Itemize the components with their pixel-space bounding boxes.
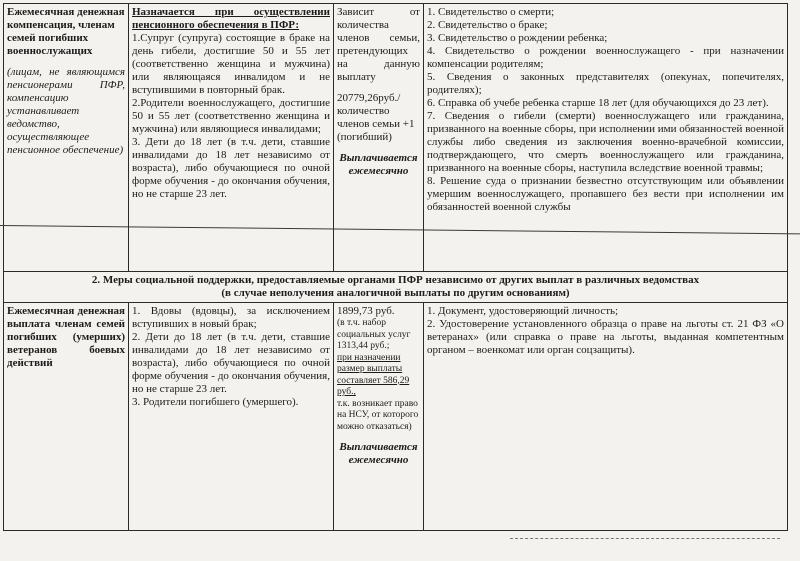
document-item: 2. Удостоверение установленного образца о праве на льготы ст. 21 ФЗ «О ветеранах» (или справка о праве на льготы, выданная компетентным органом – военкомат или орган соцзащиты). — [427, 318, 784, 356]
table-row — [4, 303, 788, 531]
recipient-item: 3. Родители погибшего (умершего). — [132, 396, 299, 408]
benefits-table — [3, 3, 788, 531]
documents-cell — [424, 303, 788, 531]
document-item: 7. Сведения о гибели (смерти) военнослужащего или гражданина, призванного на военные сборы, при исполнении ими обязанностей военной службы либо сведения из заключения военно-врачебной комиссии, подтверждающего, что смерть военнослужащего или гражданина, призванного на военные сборы, наступила вследствие военной травмы; — [427, 110, 784, 174]
benefit-title-cell — [4, 4, 129, 272]
section-subtitle: (в случае неполучения аналогичной выплаты по другим основаниям) — [221, 287, 570, 299]
benefit-title: Ежемесячная денежная компенсация, членам семей погибших военнослужащих — [7, 6, 125, 57]
document-item: 2. Свидетельство о браке; — [427, 19, 548, 31]
recipient-item: 1.Супруг (супруга) состоящие в браке на день гибели, достигшие 50 и 55 лет (соответственно женщина и мужчина) или являющаяся инвалидом и не вступившими в повторный брак. — [132, 32, 330, 96]
amount-value: 1899,73 руб. — [337, 305, 395, 317]
recipient-item: 2. Дети до 18 лет (в т.ч. дети, ставшие инвалидами до 18 лет независимо от возраста), либо обучающиеся по очной форме обучения - до окончания обучения, но не старше 23 лет. — [132, 331, 330, 395]
amount-note: т.к. возникает право на НСУ, от которого можно отказаться) — [337, 398, 419, 432]
recipients-cell — [129, 303, 334, 531]
section-header-row — [4, 272, 788, 303]
document-item: 1. Документ, удостоверяющий личность; — [427, 305, 619, 317]
document-item: 8. Решение суда о признании безвестно отсутствующим или объявлении умершим военнослужащего, пропавшего без вести при исполнении им обязанностей военной службы — [427, 175, 784, 213]
payment-frequency: Выплачивается ежемесячно — [339, 152, 418, 177]
benefit-title-cell — [4, 303, 129, 531]
amount-cell — [334, 4, 424, 272]
recipient-item: 1. Вдовы (вдовцы), за исключением вступивших в новый брак; — [132, 305, 330, 330]
benefit-title: Ежемесячная денежная выплата членам семей погибших (умерших) ветеранов боевых действий — [7, 305, 125, 369]
document-item: 1. Свидетельство о смерти; — [427, 6, 555, 18]
section-title: 2. Меры социальной поддержки, предоставляемые органами ПФР независимо от других выплат в различных ведомствах — [91, 274, 700, 286]
document-item: 6. Справка об учебе ребенка старше 18 лет (для обучающихся до 23 лет). — [427, 97, 769, 109]
amount-formula: 20779,26руб./количество членов семьи +1 (погибший) — [337, 92, 415, 143]
section-header — [4, 272, 788, 303]
document-item: 3. Свидетельство о рождении ребенка; — [427, 32, 608, 44]
payment-frequency: Выплачивается ежемесячно — [339, 441, 418, 466]
recipient-item: 2.Родители военнослужащего, достигшие 50 и 55 лет (соответственно женщина и мужчина) или являющиеся инвалидами; — [132, 97, 330, 135]
recipient-item: 3. Дети до 18 лет (в т.ч. дети, ставшие инвалидами до 18 лет независимо от возраста), либо обучающиеся по очной форме обучения - до окончания обучения, но не старше 23 лет. — [132, 136, 330, 200]
benefit-title-note: (лицам, не являющимся пенсионерами ПФР, компенсацию устанавливает ведомство, осуществляющее пенсионное обеспечение) — [7, 66, 125, 156]
amount-text: Зависит от количества членов семьи, претендующих на данную выплату — [337, 6, 420, 83]
document-item: 4. Свидетельство о рождении военнослужащего - при назначении компенсации родителям; — [427, 45, 784, 70]
amount-note: (в т.ч. набор социальных услуг 1313,44 руб.; — [337, 318, 411, 351]
recipients-heading: Назначается при осуществлении пенсионного обеспечения в ПФР: — [132, 6, 330, 31]
scan-dashed-line — [510, 538, 780, 539]
document-item: 5. Сведения о законных представителях (опекунах, попечителях, родителях); — [427, 71, 784, 96]
recipients-cell — [129, 4, 334, 272]
amount-cell — [334, 303, 424, 531]
amount-note: при назначении размер выплаты составляет 586,29 руб., — [337, 352, 410, 397]
